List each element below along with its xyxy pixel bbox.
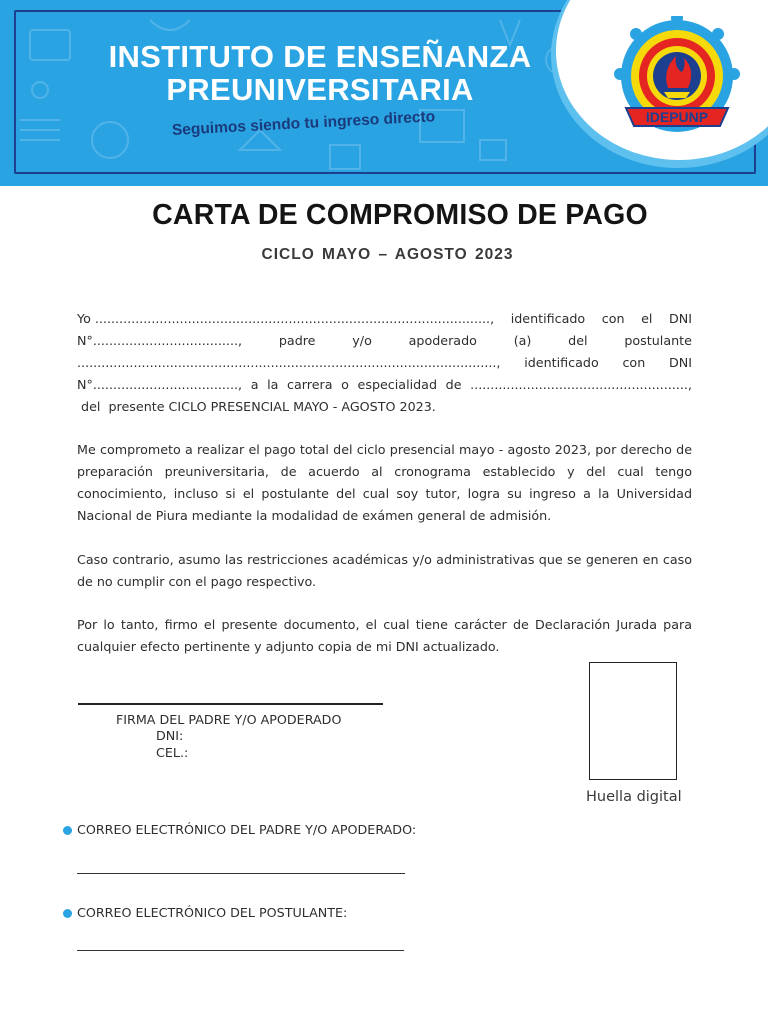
signature-cel-label: CEL.: <box>156 745 189 760</box>
institute-tagline: Seguimos siendo tu ingreso directo <box>171 108 436 139</box>
text-fragment: N°...................................., <box>77 333 243 348</box>
text-fragment: con <box>601 311 625 326</box>
header-banner <box>0 0 768 186</box>
cycle-subtitle: CICLO MAYO – AGOSTO 2023 <box>261 246 514 263</box>
text-fragment: el <box>641 311 653 326</box>
declaration-line-4 <box>77 374 692 396</box>
text-fragment: identificado <box>510 311 586 326</box>
commitment-paragraph: Me comprometo a realizar el pago total del ciclo presencial mayo - agosto 2023, por derecho de preparación preuniversitaria, de acuerdo al cronograma establecido y del cual tengo conocimiento, incluso si el postulante del cual soy tutor, logra su ingreso a la Universidad Nacional de Piura mediante la modalidad de exámen general de admisión. <box>77 442 692 523</box>
document-title: CARTA DE COMPROMISO DE PAGO <box>152 199 648 231</box>
restrictions-paragraph: Caso contrario, asumo las restricciones académicas y/o administrativas que se generen en caso de no cumplir con el pago respectivo. <box>77 552 692 589</box>
applicant-email-label: CORREO ELECTRÓNICO DEL POSTULANTE: <box>77 905 348 920</box>
parent-email-line <box>77 873 405 874</box>
text-fragment: DNI <box>668 311 692 326</box>
text-fragment: la <box>267 377 279 392</box>
sworn-declaration-paragraph: Por lo tanto, firmo el presente documento, el cual tiene carácter de Declaración Jurada para cualquier efecto pertinente y adjunto copia de mi DNI actualizado. <box>77 617 692 654</box>
text-fragment: ........................................................................................................, <box>77 355 501 370</box>
fingerprint-box <box>589 662 677 780</box>
text-fragment: apoderado <box>408 333 477 348</box>
text-fragment: N°...................................., <box>77 377 243 392</box>
fingerprint-label: Huella digital <box>586 789 682 805</box>
text-fragment: del <box>568 333 588 348</box>
text-fragment: con <box>622 355 646 370</box>
signature-label: FIRMA DEL PADRE Y/O APODERADO <box>116 712 342 727</box>
text-fragment: DNI <box>668 355 692 370</box>
text-fragment: de <box>445 377 462 392</box>
declaration-line-2 <box>77 330 692 352</box>
signature-dni-label: DNI: <box>156 728 184 743</box>
text-fragment: postulante <box>624 333 692 348</box>
institute-title-line2: PREUNIVERSITARIA <box>166 72 474 107</box>
declaration-line-3 <box>77 352 692 374</box>
text-fragment: ......................................................, <box>470 377 692 392</box>
text-fragment: y/o <box>352 333 372 348</box>
text-fragment: padre <box>278 333 316 348</box>
declaration-line-1 <box>77 308 692 330</box>
bullet-icon <box>63 909 72 918</box>
text-fragment: a <box>250 377 259 392</box>
text-fragment: carrera <box>287 377 333 392</box>
declaration-line-5: del presente CICLO PRESENCIAL MAYO - AGOSTO 2023. <box>77 399 436 414</box>
logo-emblem-icon <box>608 16 746 146</box>
institute-title-line1: INSTITUTO DE ENSEÑANZA <box>108 39 532 74</box>
logo-wordmark: IDEPUNP <box>645 109 709 125</box>
text-fragment: (a) <box>513 333 532 348</box>
idepunp-logo <box>608 16 746 146</box>
text-fragment: o <box>341 377 349 392</box>
institute-title <box>60 40 580 106</box>
bullet-icon <box>63 826 72 835</box>
text-fragment: especialidad <box>357 377 438 392</box>
signature-line <box>78 703 383 705</box>
text-fragment: Yo .................................................................................................., <box>77 311 495 326</box>
applicant-email-line <box>77 950 404 951</box>
parent-email-label: CORREO ELECTRÓNICO DEL PADRE Y/O APODERADO: <box>77 822 417 837</box>
text-fragment: identificado <box>524 355 599 370</box>
declaration-paragraph <box>77 308 692 418</box>
